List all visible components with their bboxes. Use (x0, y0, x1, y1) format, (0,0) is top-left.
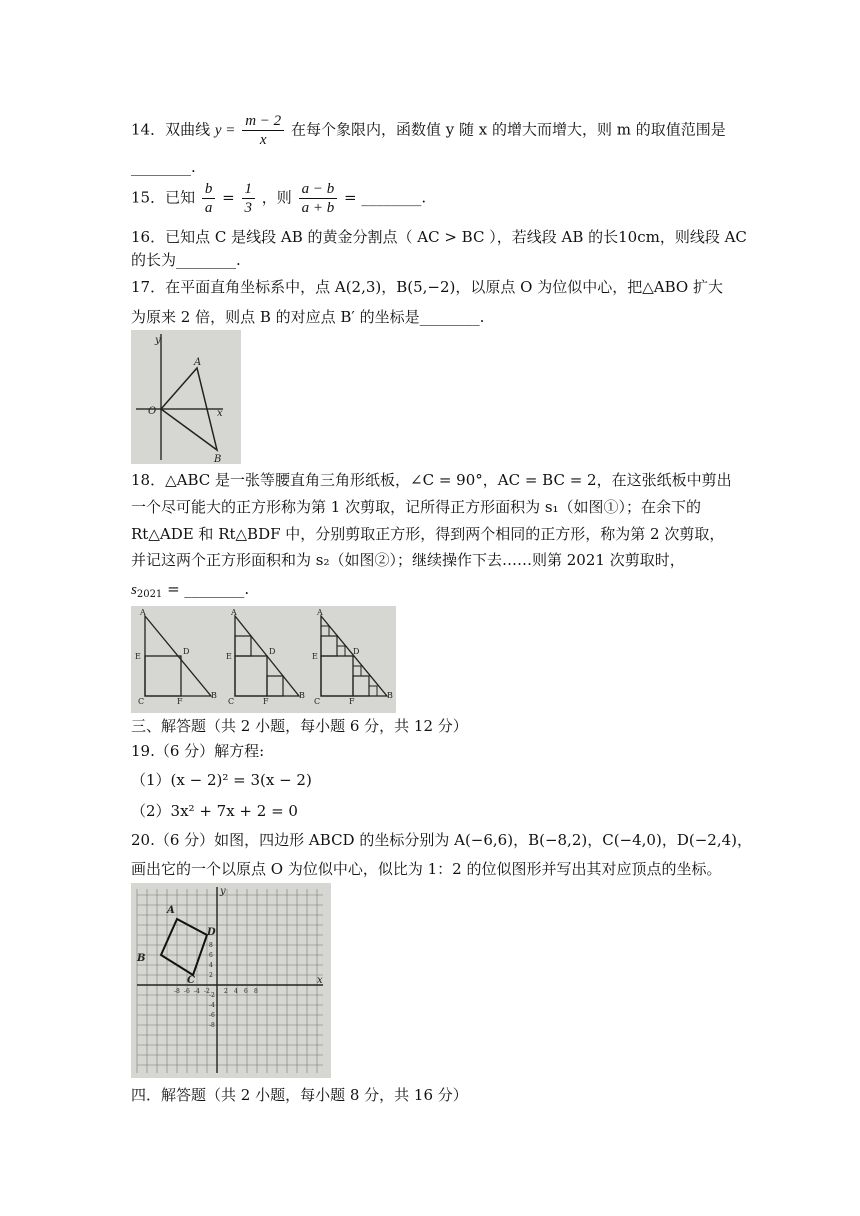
svg-text:D: D (353, 647, 360, 656)
svg-text:A: A (231, 608, 237, 617)
q17-figure (131, 330, 241, 464)
q15-fraction-one-third: $\frac{1}{3}$ (242, 180, 256, 217)
q14-fraction: $\frac{m - 2}{x}$ (242, 112, 284, 149)
q17-label-x: x (217, 408, 223, 419)
q14-line1: 14．双曲线 y = $\frac{m - 2}{x}$ 在每个象限内，函数值 y 随 x 的增大而增大，则 m 的取值范围是 (131, 113, 726, 148)
q20-label-y: y (220, 886, 226, 897)
q20-line1: 20.（6 分）如图，四边形 ABCD 的坐标分别为 A(−6,6)，B(−8,2)，C(−4,0)，D(−2,4)， (131, 831, 752, 849)
q14-text: 在每个象限内，函数值 y 随 x 的增大而增大，则 m 的取值范围是 (290, 120, 726, 139)
svg-text:D: D (269, 647, 276, 656)
q19-title: 19.（6 分）解方程: (131, 742, 265, 760)
x-tick-label: 4 (234, 988, 238, 995)
q14-blank: ________. (131, 158, 196, 176)
svg-text:B: B (211, 691, 217, 700)
q16-line2: 的长为________. (131, 251, 241, 269)
q20-label-d: D (207, 927, 216, 938)
q17-label-b: B (214, 454, 222, 464)
q17-line2: 为原来 2 倍，则点 B 的对应点 B′ 的坐标是________. (131, 308, 485, 326)
svg-text:E: E (226, 652, 232, 661)
q17-label-a: A (194, 357, 202, 368)
x-tick-label: -6 (184, 988, 190, 995)
q19-eq2: （2）3x² + 7x + 2 = 0 (131, 802, 298, 820)
svg-text:C: C (228, 697, 235, 706)
q14-number: 14．双曲线 (131, 120, 211, 139)
q17-label-y: y (155, 335, 161, 346)
svg-text:F: F (263, 697, 269, 706)
y-tick-label: -6 (209, 1012, 215, 1019)
svg-text:F: F (177, 697, 183, 706)
q18-figures (131, 606, 396, 713)
svg-text:D: D (183, 647, 190, 656)
x-tick-label: -4 (194, 988, 200, 995)
svg-text:F: F (349, 697, 355, 706)
svg-text:C: C (314, 697, 321, 706)
q18-line3: Rt△ADE 和 Rt△BDF 中，分别剪取正方形，得到两个相同的正方形，称为第 2 次剪取， (131, 525, 725, 543)
q18-line4: 并记这两个正方形面积和为 s₂（如图②）；继续操作下去……则第 2021 次剪取时， (131, 551, 685, 569)
q20-label-b: B (137, 953, 146, 964)
svg-text:E: E (312, 652, 318, 661)
x-tick-label: 8 (254, 988, 258, 995)
y-tick-label: 6 (209, 952, 213, 959)
x-tick-label: -2 (204, 988, 210, 995)
q20-line2: 画出它的一个以原点 O 为位似中心，似比为 1：2 的位似图形并写出其对应顶点的坐标。 (131, 860, 722, 878)
q20-label-c: C (187, 975, 195, 986)
q19-eq1: （1）(x − 2)² = 3(x − 2) (131, 771, 312, 789)
q20-label-x: x (317, 975, 323, 986)
y-tick-label: -4 (209, 1002, 215, 1009)
q20-label-a: A (167, 905, 175, 916)
q15-fraction-expr: $\frac{a - b}{a + b}$ (299, 180, 338, 217)
y-tick-label: 4 (209, 962, 213, 969)
svg-text:A: A (317, 608, 323, 617)
x-tick-label: 2 (224, 988, 228, 995)
x-tick-label: 6 (244, 988, 248, 995)
y-tick-label: 2 (209, 972, 213, 979)
section-4-heading: 四．解答题（共 2 小题，每小题 8 分，共 16 分） (131, 1086, 468, 1104)
q20-grid-svg (131, 883, 331, 1078)
y-tick-label: -8 (209, 1022, 215, 1029)
section-3-heading: 三、解答题（共 2 小题，每小题 6 分，共 12 分） (131, 717, 468, 735)
x-tick-label: -8 (174, 988, 180, 995)
q18-line1: 18．△ABC 是一张等腰直角三角形纸板，∠C = 90°，AC = BC = 2，在这张纸板中剪出 (131, 471, 732, 489)
svg-text:C: C (138, 697, 145, 706)
q15-line: 15．已知 $\frac{b}{a}$ = $\frac{1}{3}$ ，则 $\frac{a - b}{a + b}$ = ________. (131, 181, 427, 216)
svg-text:A: A (140, 608, 146, 617)
q18-line2: 一个尽可能大的正方形称为第 1 次剪取，记所得正方形面积为 s₁（如图①）；在余下的 (131, 498, 702, 516)
q18-line5: $s_{2021}$ = ________. (131, 580, 250, 600)
y-tick-label: -2 (209, 992, 215, 999)
y-tick-label: 8 (209, 942, 213, 949)
q20-grid-figure (131, 883, 331, 1078)
q17-line1: 17．在平面直角坐标系中，点 A(2,3)，B(5,−2)，以原点 O 为位似中心，把△ABO 扩大 (131, 278, 723, 296)
q15-fraction-b-a: $\frac{b}{a}$ (202, 180, 216, 217)
svg-text:E: E (135, 652, 141, 661)
svg-text:B: B (299, 691, 305, 700)
svg-text:B: B (387, 691, 393, 700)
q17-label-o: O (148, 406, 157, 417)
q16-line1: 16．已知点 C 是线段 AB 的黄金分割点（ AC > BC ），若线段 AB 的长10cm，则线段 AC (131, 228, 747, 246)
